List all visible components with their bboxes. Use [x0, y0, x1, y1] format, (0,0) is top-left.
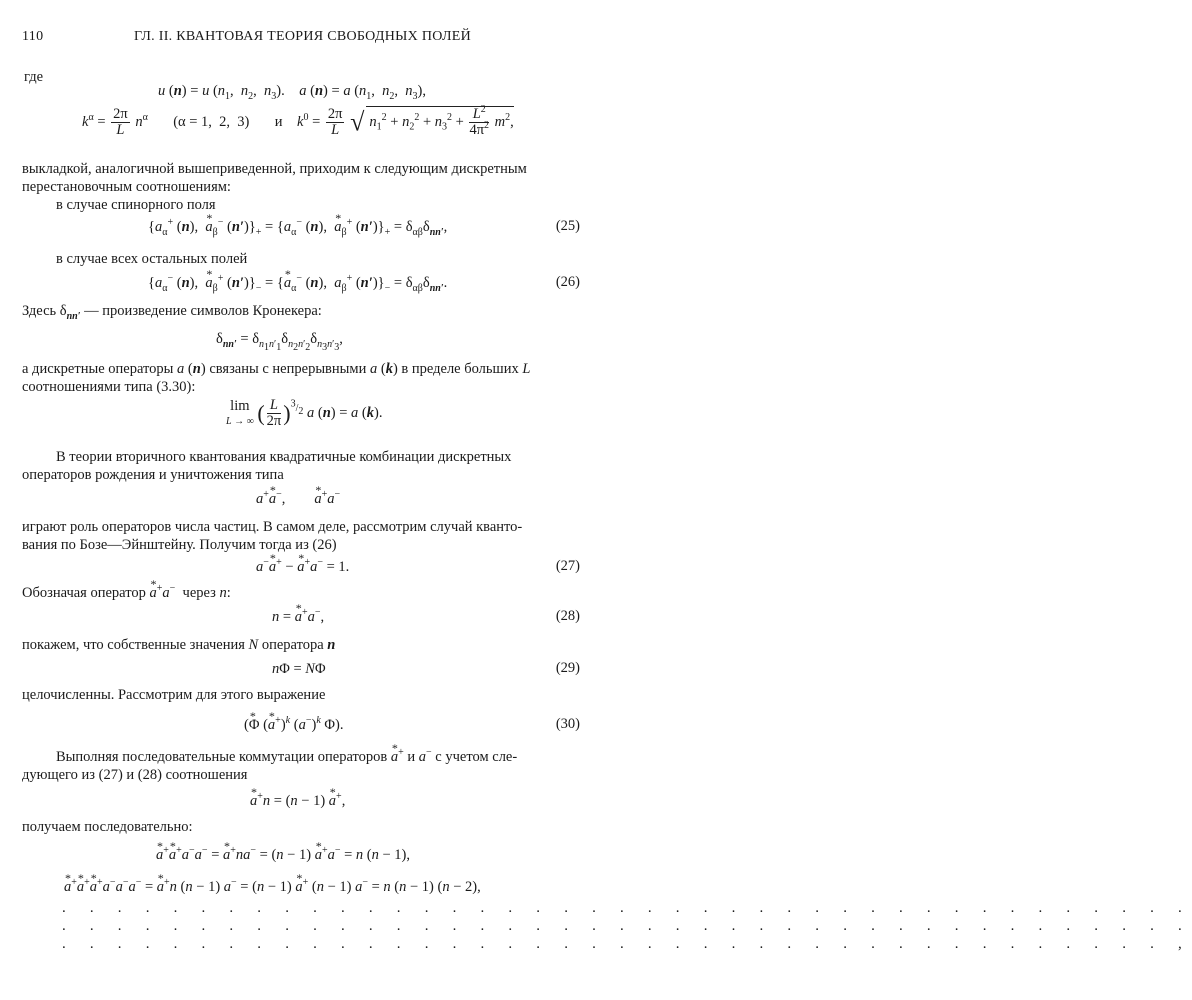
para-integer: целочисленны. Рассмотрим для этого выражение [22, 687, 326, 703]
perform-b: и [407, 749, 416, 765]
denoting-a: Обозначая оператор [22, 585, 146, 601]
kronecker-b: — произведение символов Кронекера: [84, 303, 322, 319]
formula-k-alpha: $k^\alpha$ = $\frac{2\pi}{L}$ $n^\alpha$ (α = 1, 2, 3) и $k^0$ = $\frac{2\pi}{L}$ √ $n_1^2 + n_2^2 + n_3^2$ + $\frac{L^2}{4\pi^2}$ $m^2$, [82, 104, 514, 138]
discrete-b: связаны с непрерывными [209, 361, 367, 377]
ellipsis-row-3: . . . . . . . . . . . . . . . . . . . . . . . . . . . . . . . . . . . . . . . . , [62, 936, 1192, 952]
text-spinor-case: в случае спинорного поля [56, 197, 216, 213]
equation-number-25: (25) [555, 218, 580, 234]
formula-kronecker: $\delta_{nn'} = \delta_{n_1n'_1}\delta_{n_2n'_2}\delta_{n_3n'_3}$, [216, 331, 343, 353]
equation-number-29: (29) [555, 660, 580, 676]
equation-number-27: (27) [555, 558, 580, 574]
page-number: 110 [22, 29, 44, 44]
equation-number-30: (30) [555, 716, 580, 732]
formula-25: {$a_\alpha^+$ (n), * $a_\beta^-$ $(n')\}_+ = \{a_\alpha^-$ (n), * $a_\beta^+$ $(n')\}_+ = \delta_{\alpha\beta}\delta_{nn'}$, [148, 218, 447, 236]
denoting-b: через [182, 585, 216, 601]
ellipsis-row-1: . . . . . . . . . . . . . . . . . . . . . . . . . . . . . . . . . . . . . . . . . [62, 900, 1192, 916]
formula-commutation: * a+n = (n − 1) * a+, [250, 792, 345, 810]
kronecker-a: Здесь [22, 303, 57, 319]
para-play-role-2: вания по Бозе—Эйнштейну. Получим тогда из (26) [22, 537, 337, 553]
discrete-c: в пределе больших [401, 361, 519, 377]
text-where: где [24, 69, 44, 85]
perform-a: Выполняя последовательные коммутации операторов [56, 749, 388, 765]
para-play-role-1: играют роль операторов числа частиц. В самом деле, рассмотрим случай кванто- [22, 519, 523, 535]
running-title: ГЛ. II. КВАНТОВАЯ ТЕОРИЯ СВОБОДНЫХ ПОЛЕЙ [134, 29, 472, 44]
para-perform-2: дующего из (27) и (28) соотношения [22, 767, 248, 783]
para-second-quantization-1: В теории вторичного квантования квадратичные комбинации дискретных [56, 449, 512, 465]
ellipsis-row-2: . . . . . . . . . . . . . . . . . . . . . . . . . . . . . . . . . . . . . . . . . [62, 918, 1192, 934]
formula-sequence-2: * a+* a+* a+a−a−a− = * a+n (n − 1) a− = (n − 1) * a+ (n − 1) a− = n (n − 1) (n − 2), [64, 878, 481, 896]
para-obtain: получаем последовательно: [22, 819, 193, 835]
formula-limit: lim L → ∞ ( $\frac{L}{2\pi}$ )$^{^3/_2}$ a (n) = a (k). [226, 397, 383, 429]
para-derivation-2: перестановочным соотношениям: [22, 179, 231, 195]
formula-27: a−* a+ − * a+a− = 1. [256, 558, 349, 576]
formula-30: (* Φ (* a+)$^k$ $(a^-)^k$ Φ). [244, 716, 343, 734]
equation-number-26: (26) [555, 274, 580, 290]
formula-28: n = * a+a−, [272, 608, 324, 626]
para-perform-1: Выполняя последовательные коммутации операторов * a+ и a− с учетом сле- [56, 748, 517, 766]
para-show: покажем, что собственные значения N оператора n [22, 637, 336, 653]
para-discrete-1: а дискретные операторы a (n) связаны с непрерывными a (k) в пределе больших L [22, 361, 531, 377]
formula-sequence-1: * a+* a+a−a− = * a+na− = (n − 1) * a+a− = n (n − 1), [156, 846, 410, 864]
equation-number-28: (28) [555, 608, 580, 624]
para-derivation-1: выкладкой, аналогичной вышеприведенной, приходим к следующим дискретным [22, 161, 527, 177]
formula-26: {$a_\alpha^-$ (n), * $a_\beta^+$ $(n')\}_-$ = {* $a_\alpha^-$ (n), $a_\beta^+$ $(n')\}_- = \delta_{\alpha\beta}\delta_{nn'}$. [148, 274, 447, 292]
show-b: оператора [261, 637, 324, 653]
para-kronecker: Здесь $\delta_{nn'}$ — произведение символов Кронекера: [22, 303, 322, 322]
para-discrete-2: соотношениями типа (3.30): [22, 379, 196, 395]
show-a: покажем, что собственные значения [22, 637, 245, 653]
para-denoting: Обозначая оператор * a+a− через n: [22, 584, 231, 602]
perform-c: с учетом сле- [435, 749, 518, 765]
text-other-case: в случае всех остальных полей [56, 251, 248, 267]
para-second-quantization-2: операторов рождения и уничтожения типа [22, 467, 284, 483]
formula-29: nΦ = NΦ [272, 661, 326, 677]
formula-types: a+* a−, * a+a− [256, 490, 340, 508]
discrete-a: а дискретные операторы [22, 361, 174, 377]
formula-u-a: u (n) = u ($n_1$, $n_2$, $n_3$). a (n) = a ($n_1$, $n_2$, $n_3$), [158, 83, 426, 102]
